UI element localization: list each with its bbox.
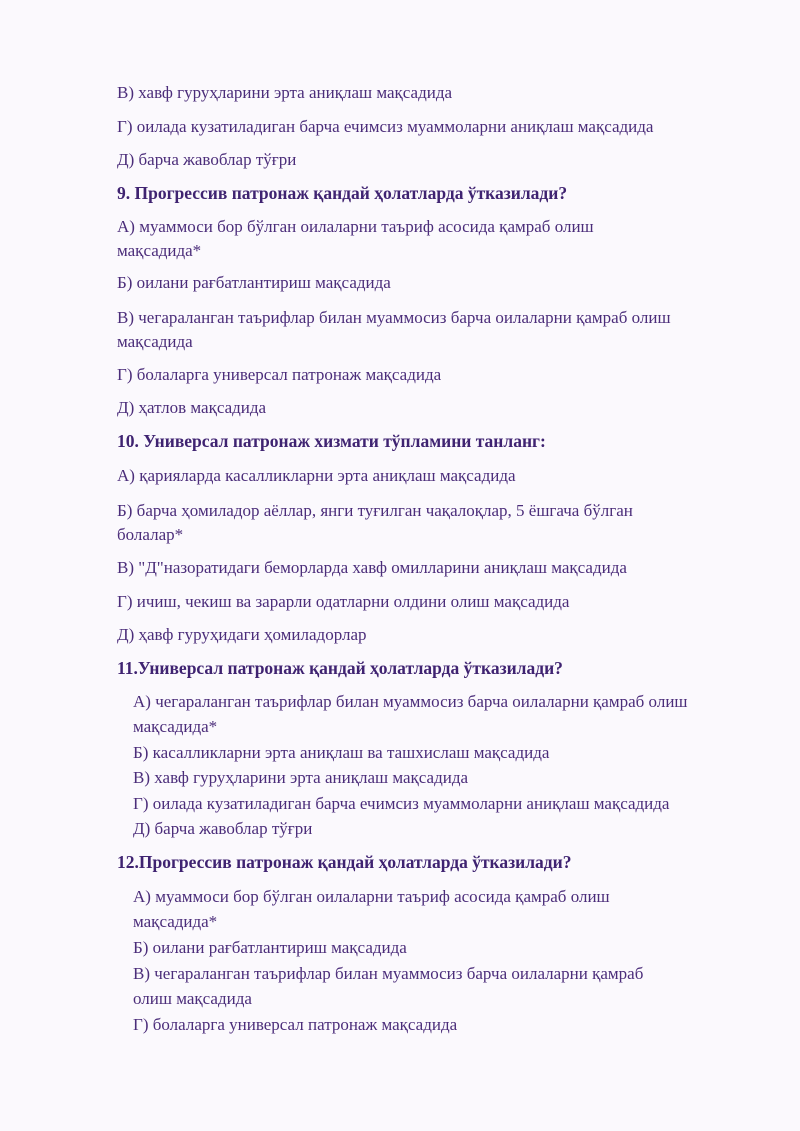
q9-option-a: А) муаммоси бор бўлган оилаларни таъриф асосида қамраб олиш <box>117 217 594 236</box>
option-v: В) хавф гуруҳларини эрта аниқлаш мақсадида <box>117 83 453 102</box>
q12-option-v-cont: олиш мақсадида <box>133 989 252 1008</box>
q12-option-b: Б) оилани рағбатлантириш мақсадида <box>133 938 407 957</box>
q9-option-v: В) чегараланган таърифлар билан муаммосиз барча оилаларни қамраб олиш <box>117 308 671 327</box>
q9-option-g: Г) болаларга универсал патронаж мақсадида <box>117 365 442 384</box>
q12-option-v: В) чегараланган таърифлар билан муаммосиз барча оилаларни қамраб <box>133 964 644 983</box>
option-d: Д) барча жавоблар тўғри <box>117 150 297 169</box>
q11-option-b: Б) касалликларни эрта аниқлаш ва ташхислаш мақсадида <box>133 743 550 762</box>
question-11-title: 11.Универсал патронаж қандай ҳолатларда ўтказилади? <box>117 658 563 678</box>
question-9-title: 9. Прогрессив патронаж қандай ҳолатларда ўтказилади? <box>117 183 568 203</box>
q11-option-a-cont: мақсадида* <box>133 717 218 736</box>
q9-option-v-cont: мақсадида <box>117 332 193 351</box>
q10-option-b: Б) барча ҳомиладор аёллар, янги туғилган чақалоқлар, 5 ёшгача бўлган <box>117 501 633 520</box>
q12-option-a: А) муаммоси бор бўлган оилаларни таъриф асосида қамраб олиш <box>133 887 610 906</box>
q10-option-v: В) "Д"назоратидаги беморларда хавф омилларини аниқлаш мақсадида <box>117 558 627 577</box>
q11-option-g: Г) оилада кузатиладиган барча ечимсиз муаммоларни аниқлаш мақсадида <box>133 794 670 813</box>
question-12-title: 12.Прогрессив патронаж қандай ҳолатларда ўтказилади? <box>117 852 572 872</box>
q10-option-d: Д) ҳавф гуруҳидаги ҳомиладорлар <box>117 625 367 644</box>
q11-option-v: В) хавф гуруҳларини эрта аниқлаш мақсадида <box>133 768 469 787</box>
q12-option-g: Г) болаларга универсал патронаж мақсадида <box>133 1015 458 1034</box>
q10-option-g: Г) ичиш, чекиш ва зарарли одатларни олдини олиш мақсадида <box>117 592 570 611</box>
q11-option-d: Д) барча жавоблар тўғри <box>133 819 313 838</box>
q10-option-a: А) қарияларда касалликларни эрта аниқлаш мақсадида <box>117 466 516 485</box>
question-10-title: 10. Универсал патронаж хизмати тўпламини танланг: <box>117 431 546 451</box>
q11-option-a: А) чегараланган таърифлар билан муаммосиз барча оилаларни қамраб олиш <box>133 692 688 711</box>
q9-option-d: Д) ҳатлов мақсадида <box>117 398 267 417</box>
q10-option-b-cont: болалар* <box>117 525 184 544</box>
q12-option-a-cont: мақсадида* <box>133 912 218 931</box>
option-g: Г) оилада кузатиладиган барча ечимсиз муаммоларни аниқлаш мақсадида <box>117 117 654 136</box>
q9-option-a-cont: мақсадида* <box>117 241 202 260</box>
q9-option-b: Б) оилани рағбатлантириш мақсадида <box>117 273 391 292</box>
